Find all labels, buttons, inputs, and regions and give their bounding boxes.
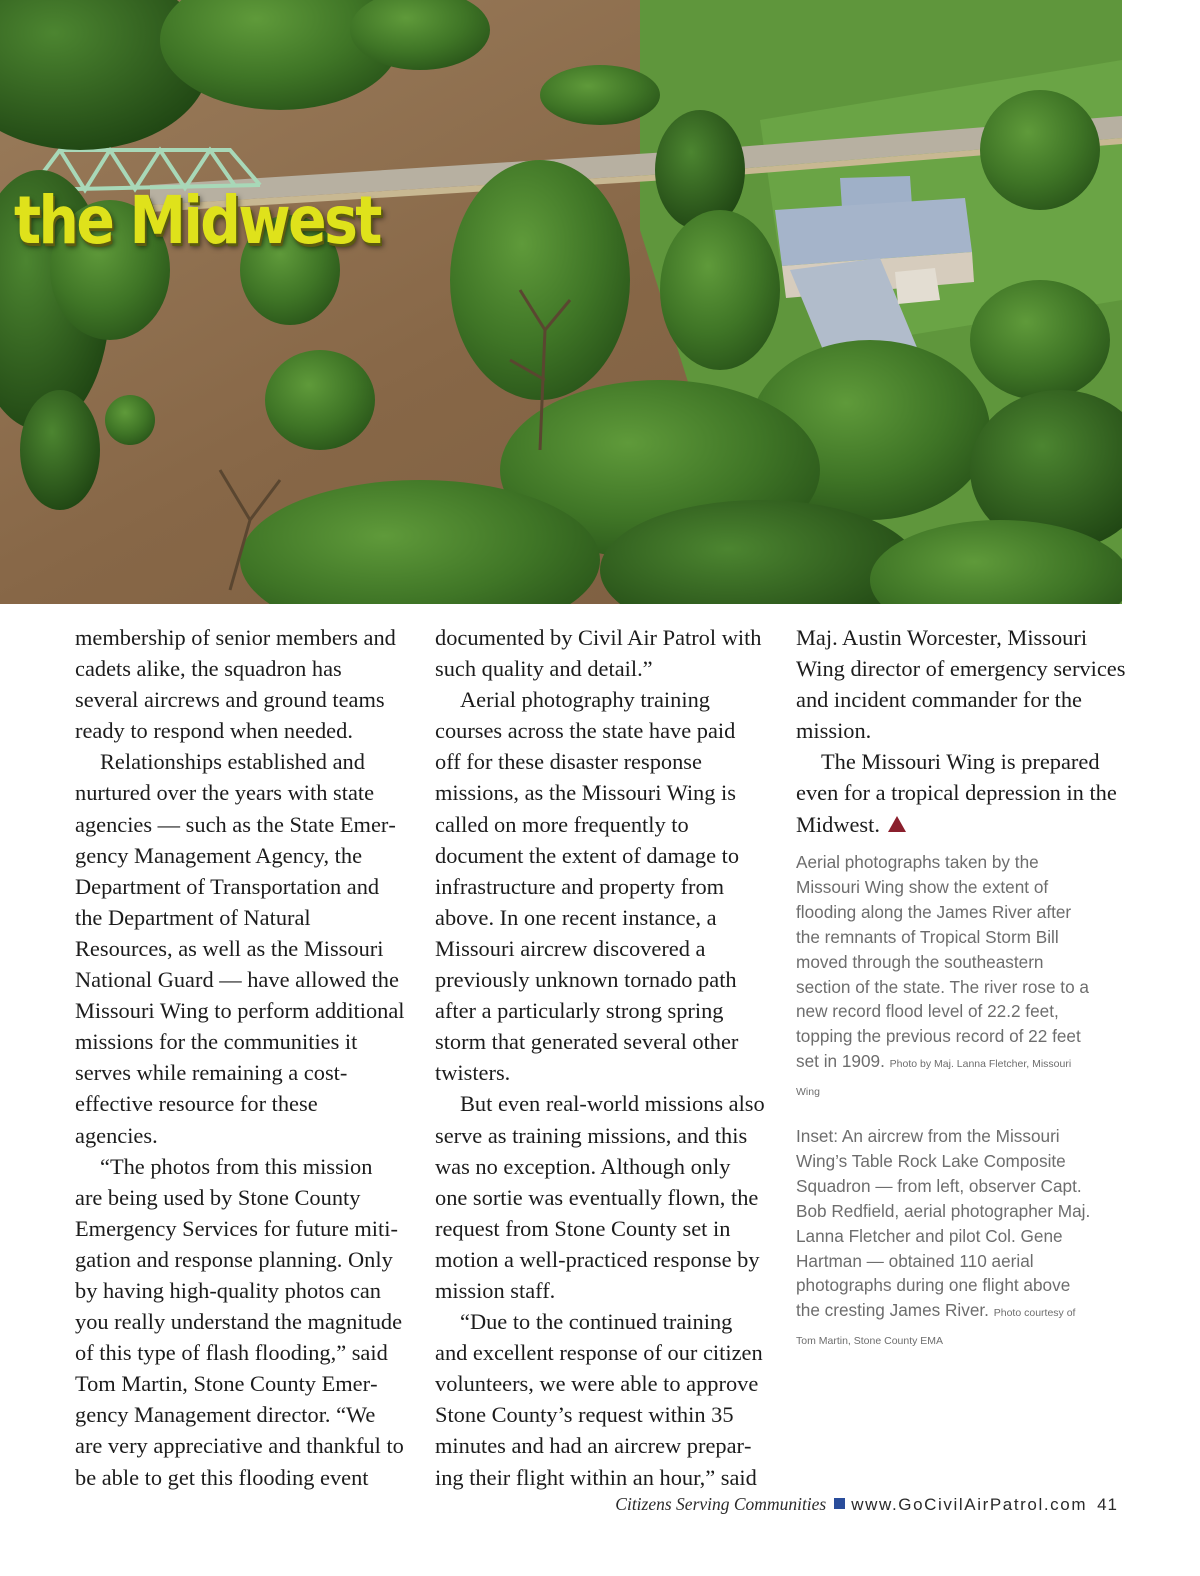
footer-tagline: Citizens Serving Communities bbox=[615, 1494, 827, 1514]
photo-credit: Photo courtesy of Tom Martin, Stone County EMA bbox=[796, 1307, 1076, 1348]
flood-aerial-photo bbox=[0, 0, 1122, 604]
paragraph: Maj. Austin Worcester, Missouri Wing director of emergency services and incident commander for the mission. bbox=[796, 625, 1126, 744]
paragraph: Aerial photography training courses across the state have paid off for these disaster response missions, as the Missouri Wing is called on more frequently to document the extent of damage to infrastructure and property from above. In one recent instance, a Missouri aircrew discovered a previously unknown tornado path after a particularly strong spring storm that generated several other twisters. bbox=[435, 687, 740, 1086]
article-column-1 bbox=[75, 622, 405, 1493]
photo-caption bbox=[796, 850, 1096, 1105]
paragraph: Relationships established and nurtured over the years with state agencies — such as the State Emergency Management Agency, the Department of Transportation and the Department of Natural Resources, as well as the Missouri National Guard — have allowed the Missouri Wing to perform additional missions for the communities it serves while remaining a cost-effective resource for these agencies. bbox=[75, 749, 405, 1148]
caption-text: Aerial photographs taken by the Missouri Wing show the extent of flooding along the James River after the remnants of Tropical Storm Bill moved through the southeastern section of the state. The river rose to a new record flood level of 22.2 feet, topping the previous record of 22 feet set in 1909. bbox=[796, 852, 1089, 1072]
article-column-2 bbox=[435, 622, 765, 1493]
flood-scene-illustration bbox=[0, 0, 1122, 604]
end-of-story-triangle-icon bbox=[888, 816, 906, 832]
paragraph: membership of senior members and cadets alike, the squadron has several aircrews and ground teams ready to respond when needed. bbox=[75, 625, 396, 744]
paragraph: “The photos from this mission are being used by Stone County Emergency Services for future mitigation and response planning. Only by having high-quality photos can you really understand the magnitude of this type of flash flooding,” said Tom Martin, Stone County Emergency Management director. “We are very appreciative and thankful to be able to get this flooding event bbox=[75, 1153, 404, 1490]
caption-text: Inset: An aircrew from the Missouri Wing’s Table Rock Lake Composite Squadron — from left, observer Capt. Bob Redfield, aerial photographer Maj. Lanna Fletcher and pilot Col. Gene Hartman — obtained 110 aerial photographs during one flight above the cresting James River. bbox=[796, 1126, 1091, 1321]
closing-paragraph bbox=[796, 746, 1126, 839]
page-number: 41 bbox=[1097, 1495, 1118, 1514]
closing-paragraph-text: The Missouri Wing is prepared even for a tropical depression in the Midwest. bbox=[796, 749, 1117, 837]
paragraph: documented by Civil Air Patrol with such quality and detail.” bbox=[435, 625, 762, 682]
paragraph: But even real-world missions also serve as training missions, and this was no exception. Although only one sortie was eventually flown, the request from Stone County set in motion a well-practiced response by mission staff. bbox=[435, 1091, 765, 1303]
footer-url: www.GoCivilAirPatrol.com bbox=[851, 1495, 1088, 1514]
photo-credit: Photo by Maj. Lanna Fletcher, Missouri Wing bbox=[796, 1058, 1072, 1099]
inset-caption bbox=[796, 1124, 1096, 1354]
page-footer bbox=[615, 1494, 1118, 1515]
square-separator-icon bbox=[834, 1498, 845, 1509]
paragraph: “Due to the continued training and excellent response of our citizen volunteers, we were able to approve Stone County’s request within 35 minutes and had an aircrew preparing their flight within an hour,” said bbox=[435, 1309, 763, 1490]
headline: the Midwest bbox=[14, 182, 380, 259]
article-column-3 bbox=[796, 622, 1126, 840]
